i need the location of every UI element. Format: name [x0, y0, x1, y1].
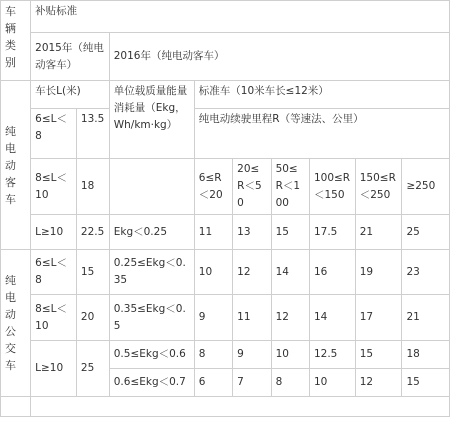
subsidy-2015-cell: 18	[76, 159, 109, 215]
length-cell: 8≤L＜10	[31, 295, 77, 341]
subsidy-2015-cell: 25	[76, 341, 109, 397]
energy-range-cell: 0.25≤Ekg＜0.35	[109, 250, 194, 295]
subsidy-value-cell: 18	[402, 341, 450, 369]
subsidy-value-cell: 12.5	[309, 341, 355, 369]
subsidy-value-cell: 12	[355, 369, 402, 397]
subsidy-value-cell: 15	[355, 341, 402, 369]
length-cell: 6≤L＜8	[31, 109, 77, 159]
subsidy-value-cell: 11	[233, 295, 271, 341]
subsidy-value-cell: 21	[402, 295, 450, 341]
energy-range-cell: 0.5≤Ekg＜0.6	[109, 341, 194, 369]
range-col-header: 20≤R＜50	[233, 159, 271, 215]
subsidy-2015-cell: 15	[76, 250, 109, 295]
subsidy-value-cell: 17.5	[309, 215, 355, 250]
trailing-cell	[31, 397, 450, 417]
subsidy-value-cell: 17	[355, 295, 402, 341]
subsidy-value-cell: 15	[402, 369, 450, 397]
category-ev-public-bus: 纯电动公交车	[1, 250, 31, 397]
subsidy-value-cell: 9	[194, 295, 232, 341]
subsidy-2015-cell: 13.5	[76, 109, 109, 159]
subsidy-value-cell: 7	[233, 369, 271, 397]
year-2015-header: 2015年（纯电动客车）	[31, 33, 110, 81]
subsidy-value-cell: 21	[355, 215, 402, 250]
trailing-cell	[1, 397, 31, 417]
subsidy-value-cell: 14	[309, 295, 355, 341]
energy-range-cell: Ekg＜0.25	[109, 215, 194, 250]
subsidy-value-cell: 9	[233, 341, 271, 369]
length-cell: L≥10	[31, 215, 77, 250]
subsidy-value-cell: 19	[355, 250, 402, 295]
subsidy-value-cell: 8	[194, 341, 232, 369]
length-header: 车长L(米)	[31, 81, 110, 109]
subsidy-value-cell: 16	[309, 250, 355, 295]
subsidy-value-cell: 10	[194, 250, 232, 295]
subsidy-value-cell: 6	[194, 369, 232, 397]
range-header: 纯电动续驶里程R（等速法、公里）	[194, 109, 449, 159]
subsidy-value-cell: 8	[271, 369, 309, 397]
category-ev-bus: 纯电动客车	[1, 81, 31, 250]
subsidy-value-cell: 10	[271, 341, 309, 369]
subsidy-value-cell: 11	[194, 215, 232, 250]
subsidy-standard-header: 补贴标准	[31, 1, 450, 33]
subsidy-value-cell: 12	[271, 295, 309, 341]
subsidy-2015-cell: 20	[76, 295, 109, 341]
subsidy-value-cell: 10	[309, 369, 355, 397]
range-col-header: 6≤R＜20	[194, 159, 232, 215]
subsidy-value-cell: 15	[271, 215, 309, 250]
year-2016-header: 2016年（纯电动客车）	[109, 33, 449, 81]
length-cell: 6≤L＜8	[31, 250, 77, 295]
subsidy-value-cell: 25	[402, 215, 450, 250]
subsidy-value-cell: 14	[271, 250, 309, 295]
range-col-header: 50≤R＜100	[271, 159, 309, 215]
energy-range-cell: 0.35≤Ekg＜0.5	[109, 295, 194, 341]
length-cell: L≥10	[31, 341, 77, 397]
range-col-header: ≥250	[402, 159, 450, 215]
energy-spacer-cell	[109, 159, 194, 215]
subsidy-value-cell: 12	[233, 250, 271, 295]
subsidy-2015-cell: 22.5	[76, 215, 109, 250]
range-col-header: 100≤R＜150	[309, 159, 355, 215]
energy-range-cell: 0.6≤Ekg＜0.7	[109, 369, 194, 397]
energy-consumption-header: 单位载质量能量消耗量（Ekg，Wh/km·kg）	[109, 81, 194, 159]
category-corner-header: 车辆类别	[1, 1, 31, 81]
length-cell: 8≤L＜10	[31, 159, 77, 215]
standard-car-header: 标准车（10米车长≤12米）	[194, 81, 449, 109]
subsidy-value-cell: 13	[233, 215, 271, 250]
subsidy-value-cell: 23	[402, 250, 450, 295]
range-col-header: 150≤R＜250	[355, 159, 402, 215]
